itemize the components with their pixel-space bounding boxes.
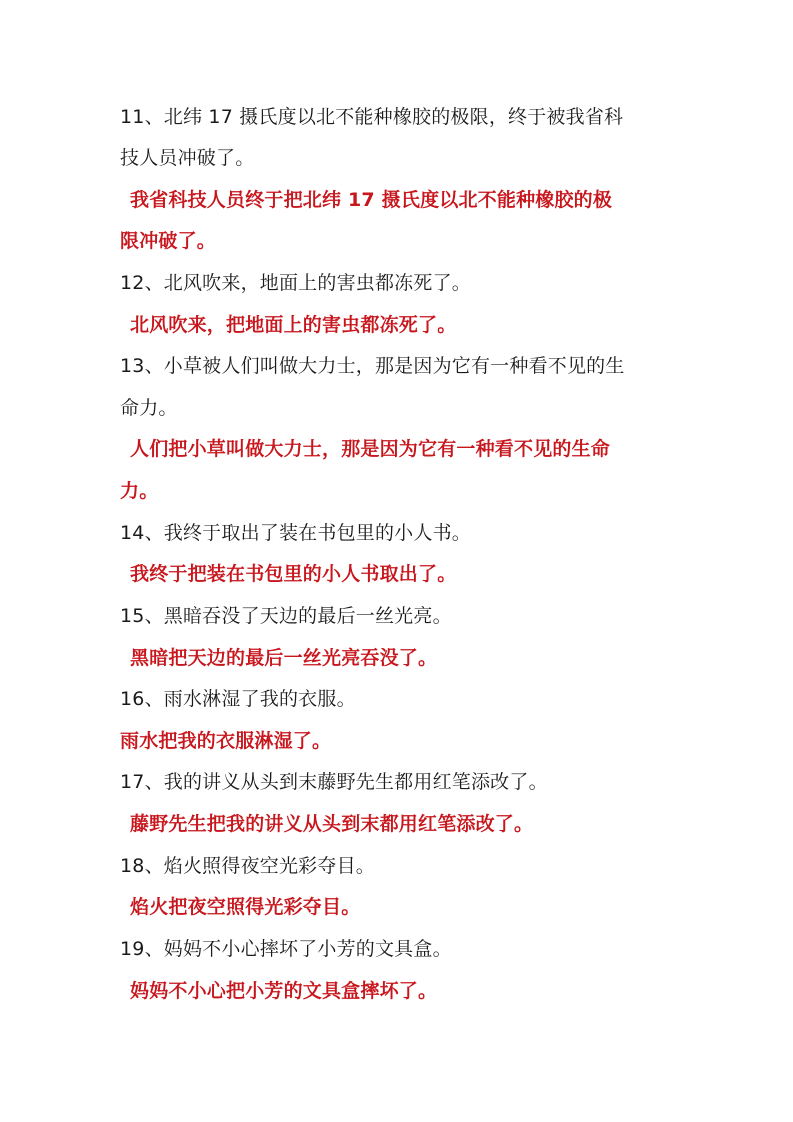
answer-15: 黑暗把天边的最后一丝光亮吞没了。: [130, 647, 438, 669]
question-16: 16、雨水淋湿了我的衣服。: [120, 688, 356, 710]
answer-19: 妈妈不小心把小芳的文具盒摔坏了。: [130, 980, 438, 1002]
question-15: 15、黑暗吞没了天边的最后一丝光亮。: [120, 605, 452, 627]
answer-13-line-1: 人们把小草叫做大力士，那是因为它有一种看不见的生命: [130, 438, 611, 460]
question-18: 18、焰火照得夜空光彩夺目。: [120, 855, 375, 877]
question-13-line-1: 13、小草被人们叫做大力士，那是因为它有一种看不见的生: [120, 355, 625, 377]
answer-18: 焰火把夜空照得光彩夺目。: [130, 896, 361, 918]
question-11-line-1: 11、北纬 17 摄氏度以北不能种橡胶的极限，终于被我省科: [120, 106, 624, 128]
question-11-line-2: 技人员冲破了。: [120, 147, 255, 169]
question-19: 19、妈妈不小心摔坏了小芳的文具盒。: [120, 938, 452, 960]
question-17: 17、我的讲义从头到末藤野先生都用红笔添改了。: [120, 771, 548, 793]
answer-12: 北风吹来，把地面上的害虫都冻死了。: [130, 314, 457, 336]
question-12: 12、北风吹来，地面上的害虫都冻死了。: [120, 272, 471, 294]
answer-17: 藤野先生把我的讲义从头到末都用红笔添改了。: [130, 813, 534, 835]
question-14: 14、我终于取出了装在书包里的小人书。: [120, 522, 471, 544]
answer-11-line-2: 限冲破了。: [120, 230, 217, 252]
answer-14: 我终于把装在书包里的小人书取出了。: [130, 563, 457, 585]
answer-16: 雨水把我的衣服淋湿了。: [120, 730, 332, 752]
answer-11-line-1: 我省科技人员终于把北纬 17 摄氏度以北不能种橡胶的极: [130, 189, 613, 211]
question-13-line-2: 命力。: [120, 397, 178, 419]
answer-13-line-2: 力。: [120, 480, 159, 502]
